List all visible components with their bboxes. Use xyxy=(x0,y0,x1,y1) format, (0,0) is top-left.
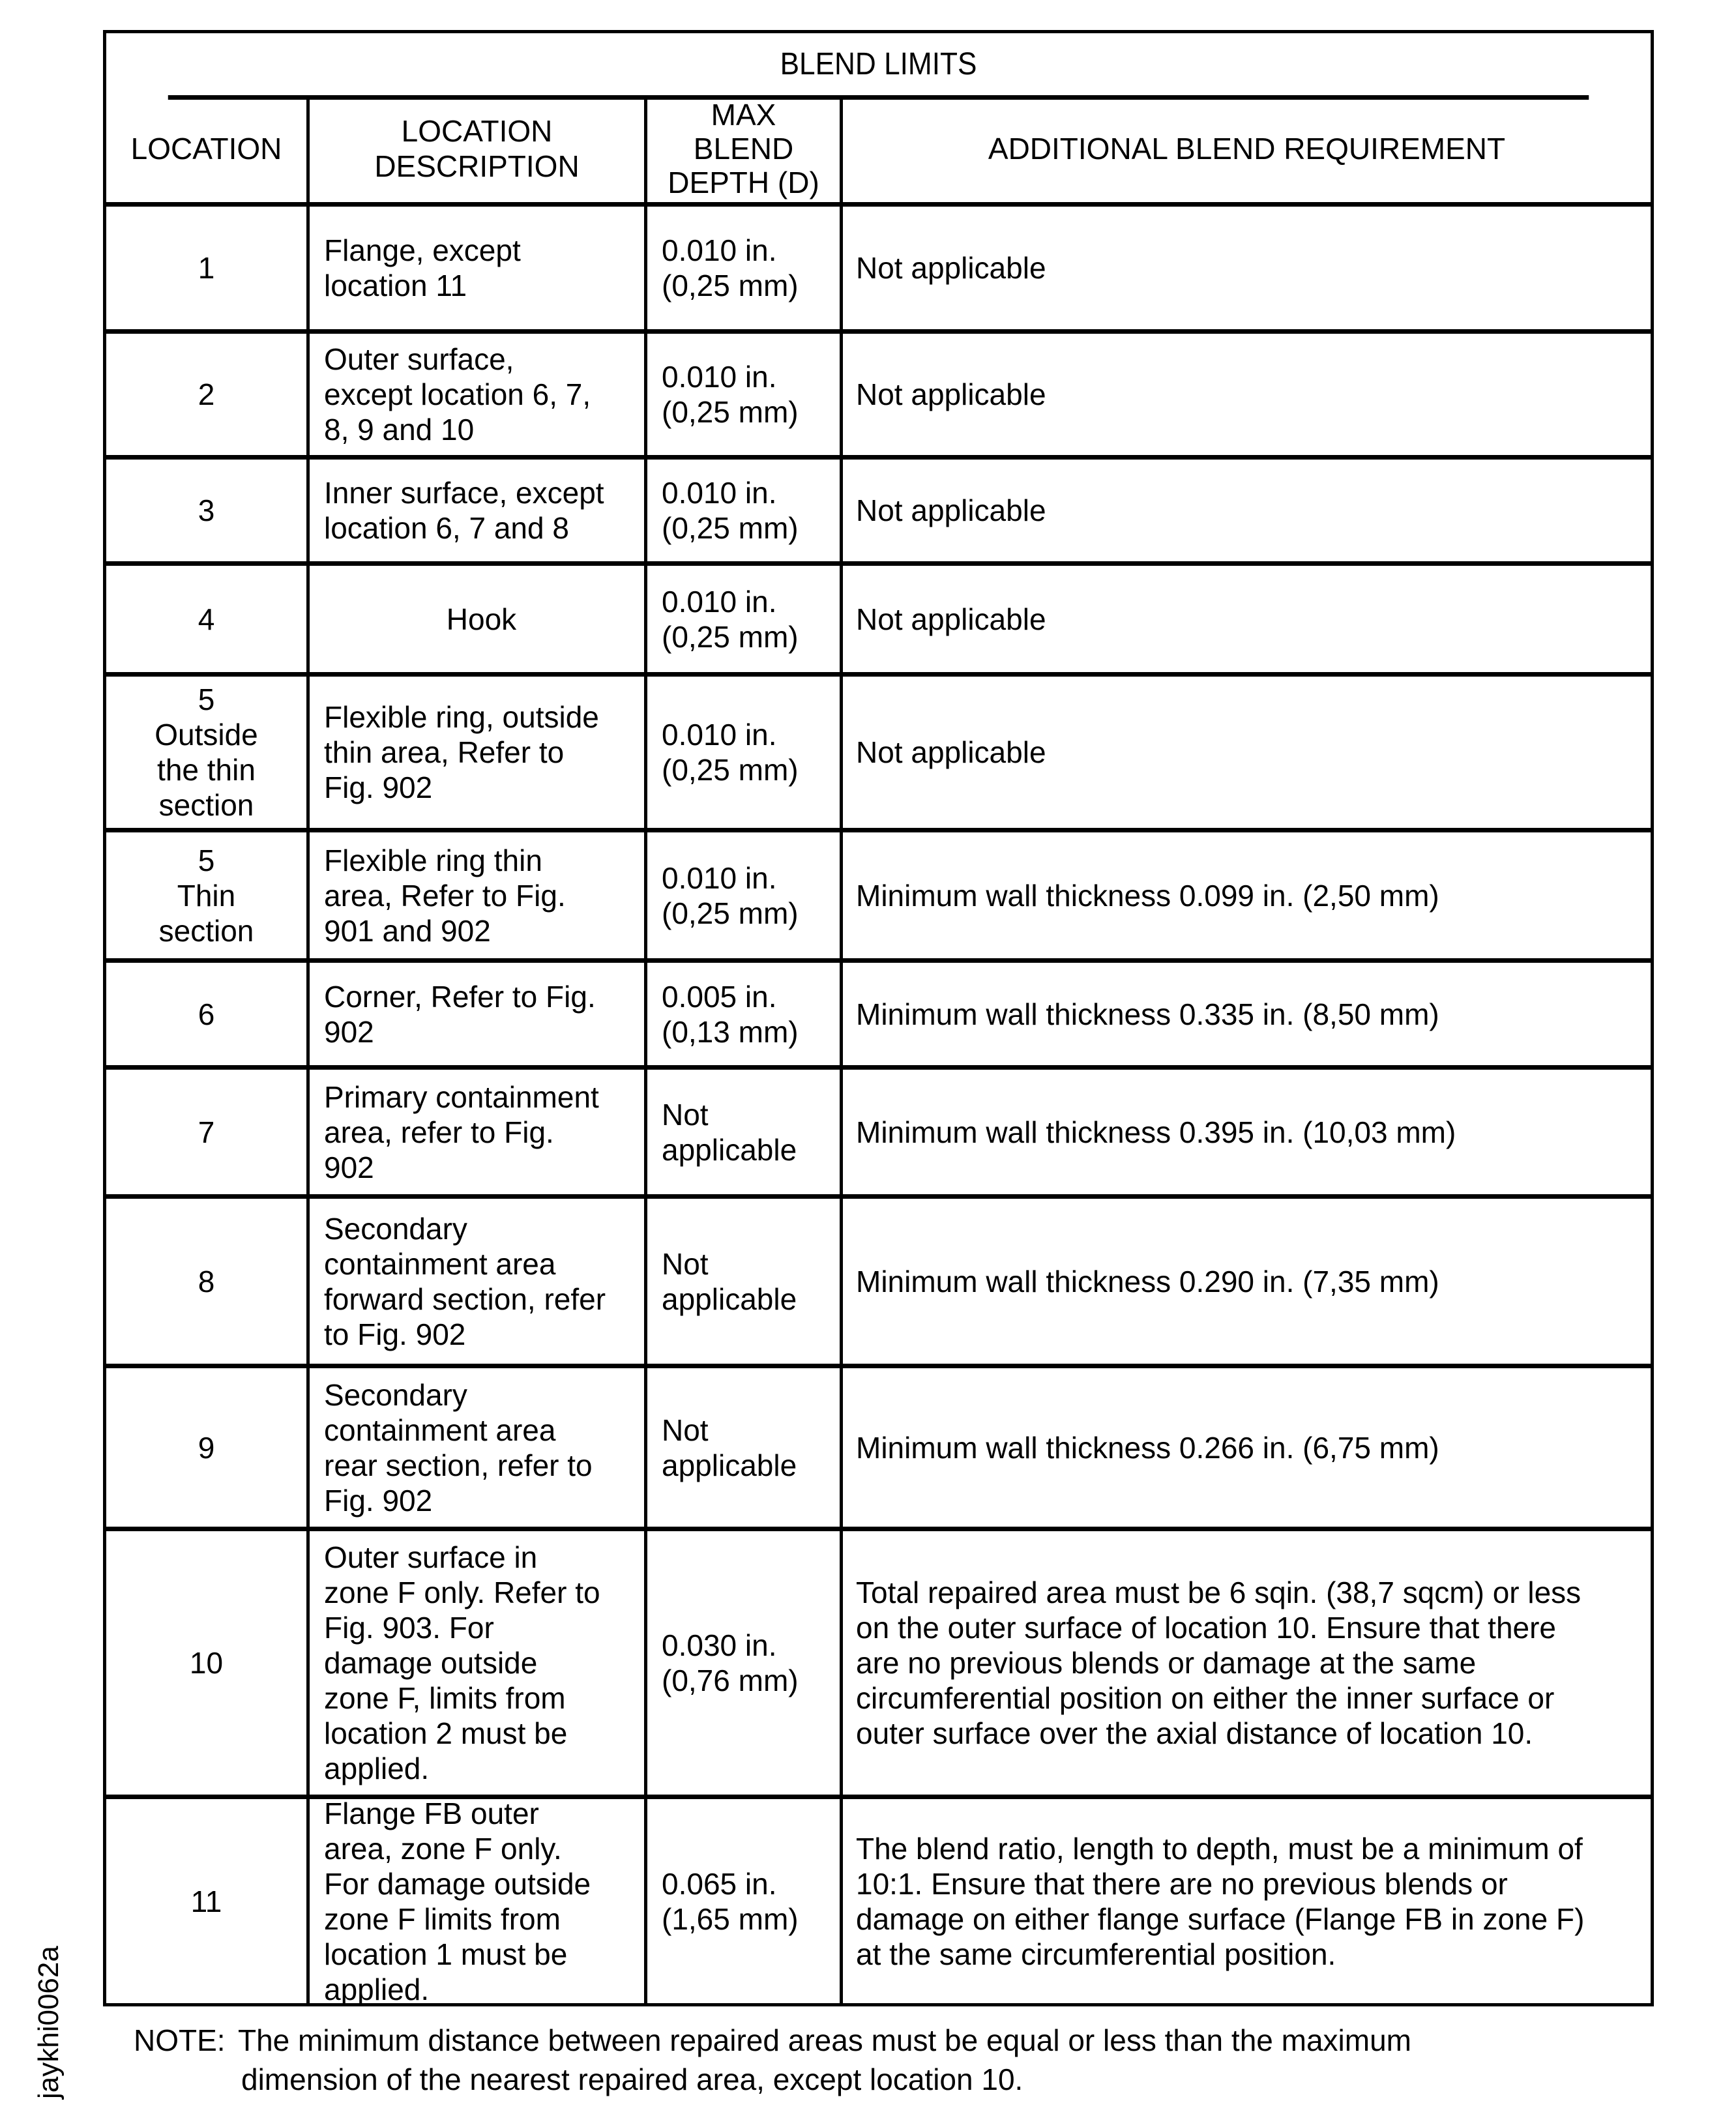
table-row xyxy=(106,1531,1651,1799)
table-row xyxy=(106,963,1651,1070)
note-line-1: The minimum distance between repaired areas must be equal or less than the maximum xyxy=(238,2023,1411,2057)
location-cell: 11 xyxy=(106,1799,310,2003)
table-row xyxy=(106,677,1651,832)
table-row xyxy=(106,1796,1651,2006)
max-depth-cell: 0.065 in. (1,65 mm) xyxy=(647,1799,843,2003)
requirement-cell: The blend ratio, length to depth, must be a minimum of 10:1. Ensure that there are no previous blends or damage on either flange surface (Flange FB in zone F) at the same circumferential position. xyxy=(856,1831,1585,1971)
max-depth-cell: 0.010 in. (0,25 mm) xyxy=(647,832,843,958)
description-cell: Flexible ring thin area, Refer to Fig. 901 and 902 xyxy=(310,832,647,958)
description-cell: Primary containment area, refer to Fig. 902 xyxy=(310,1070,647,1194)
header-description: LOCATION DESCRIPTION xyxy=(310,95,647,202)
requirement-cell: Not applicable xyxy=(856,493,1046,527)
max-depth-cell: 0.010 in. (0,25 mm) xyxy=(647,677,843,828)
description-cell: Hook xyxy=(310,566,647,672)
table-title: BLEND LIMITS xyxy=(168,33,1589,100)
max-depth-cell: 0.030 in. (0,76 mm) xyxy=(647,1531,843,1795)
location-cell: 10 xyxy=(106,1531,310,1795)
location-cell: 7 xyxy=(106,1070,310,1194)
header-max-depth: MAX BLEND DEPTH (D) xyxy=(647,95,843,202)
requirement-cell: Not applicable xyxy=(856,377,1046,411)
requirement-cell: Minimum wall thickness 0.290 in. (7,35 mm) xyxy=(856,1264,1439,1298)
location-cell: 8 xyxy=(106,1199,310,1364)
note-label: NOTE: xyxy=(134,2023,226,2057)
note-line-2: dimension of the nearest repaired area, except location 10. xyxy=(241,2062,1023,2096)
footnote xyxy=(134,2021,1633,2099)
max-depth-cell: 0.010 in. (0,25 mm) xyxy=(647,334,843,455)
max-depth-cell: Not applicable xyxy=(647,1070,843,1194)
requirement-cell: Total repaired area must be 6 sqin. (38,7 sqcm) or less on the outer surface of location 10. Ensure that there are no previous blends or damage at the same circumferential position on either the inner surface or outer surface over the axial distance of location 10. xyxy=(856,1576,1582,1750)
header-location: LOCATION xyxy=(106,95,310,202)
header-row xyxy=(106,95,1651,207)
description-cell: Flange, except location 11 xyxy=(310,207,647,329)
header-requirement: ADDITIONAL BLEND REQUIREMENT xyxy=(988,132,1506,166)
location-cell: 2 xyxy=(106,334,310,455)
max-depth-cell: Not applicable xyxy=(647,1199,843,1364)
table-row xyxy=(106,1070,1651,1199)
requirement-cell: Minimum wall thickness 0.099 in. (2,50 mm) xyxy=(856,878,1439,913)
blend-limits-table xyxy=(103,30,1654,2006)
figure-id: jaykhi0062a xyxy=(33,1946,65,2099)
table-row xyxy=(106,460,1651,566)
max-depth-cell: Not applicable xyxy=(647,1368,843,1527)
description-cell: Outer surface, except location 6, 7, 8, 9 and 10 xyxy=(310,334,647,455)
max-depth-cell: 0.005 in. (0,13 mm) xyxy=(647,963,843,1065)
location-cell: 1 xyxy=(106,207,310,329)
description-cell: Secondary containment area forward section, refer to Fig. 902 xyxy=(310,1199,647,1364)
location-cell: 4 xyxy=(106,566,310,672)
table-row xyxy=(106,566,1651,677)
location-cell: 5 Thin section xyxy=(106,832,310,958)
requirement-cell: Not applicable xyxy=(856,251,1046,285)
requirement-cell: Minimum wall thickness 0.266 in. (6,75 mm) xyxy=(856,1430,1439,1465)
table-row xyxy=(106,334,1651,460)
requirement-cell: Not applicable xyxy=(856,602,1046,636)
location-cell: 5 Outside the thin section xyxy=(106,677,310,828)
requirement-cell: Minimum wall thickness 0.335 in. (8,50 mm) xyxy=(856,997,1439,1031)
description-cell: Secondary containment area rear section, refer to Fig. 902 xyxy=(310,1368,647,1527)
max-depth-cell: 0.010 in. (0,25 mm) xyxy=(647,460,843,561)
table-row xyxy=(106,207,1651,334)
requirement-cell: Not applicable xyxy=(856,735,1046,769)
description-cell: Corner, Refer to Fig. 902 xyxy=(310,963,647,1065)
description-cell: Flexible ring, outside thin area, Refer to Fig. 902 xyxy=(310,677,647,828)
location-cell: 3 xyxy=(106,460,310,561)
max-depth-cell: 0.010 in. (0,25 mm) xyxy=(647,566,843,672)
requirement-cell: Minimum wall thickness 0.395 in. (10,03 mm) xyxy=(856,1115,1456,1149)
description-cell: Inner surface, except location 6, 7 and 8 xyxy=(310,460,647,561)
table-row xyxy=(106,832,1651,963)
location-cell: 6 xyxy=(106,963,310,1065)
location-cell: 9 xyxy=(106,1368,310,1527)
description-cell: Flange FB outer area, zone F only. For damage outside zone F limits from location 1 must be applied. xyxy=(310,1799,647,2003)
table-row xyxy=(106,1368,1651,1531)
max-depth-cell: 0.010 in. (0,25 mm) xyxy=(647,207,843,329)
table-row xyxy=(106,1199,1651,1368)
description-cell: Outer surface in zone F only. Refer to Fig. 903. For damage outside zone F, limits from location 2 must be applied. xyxy=(310,1531,647,1795)
